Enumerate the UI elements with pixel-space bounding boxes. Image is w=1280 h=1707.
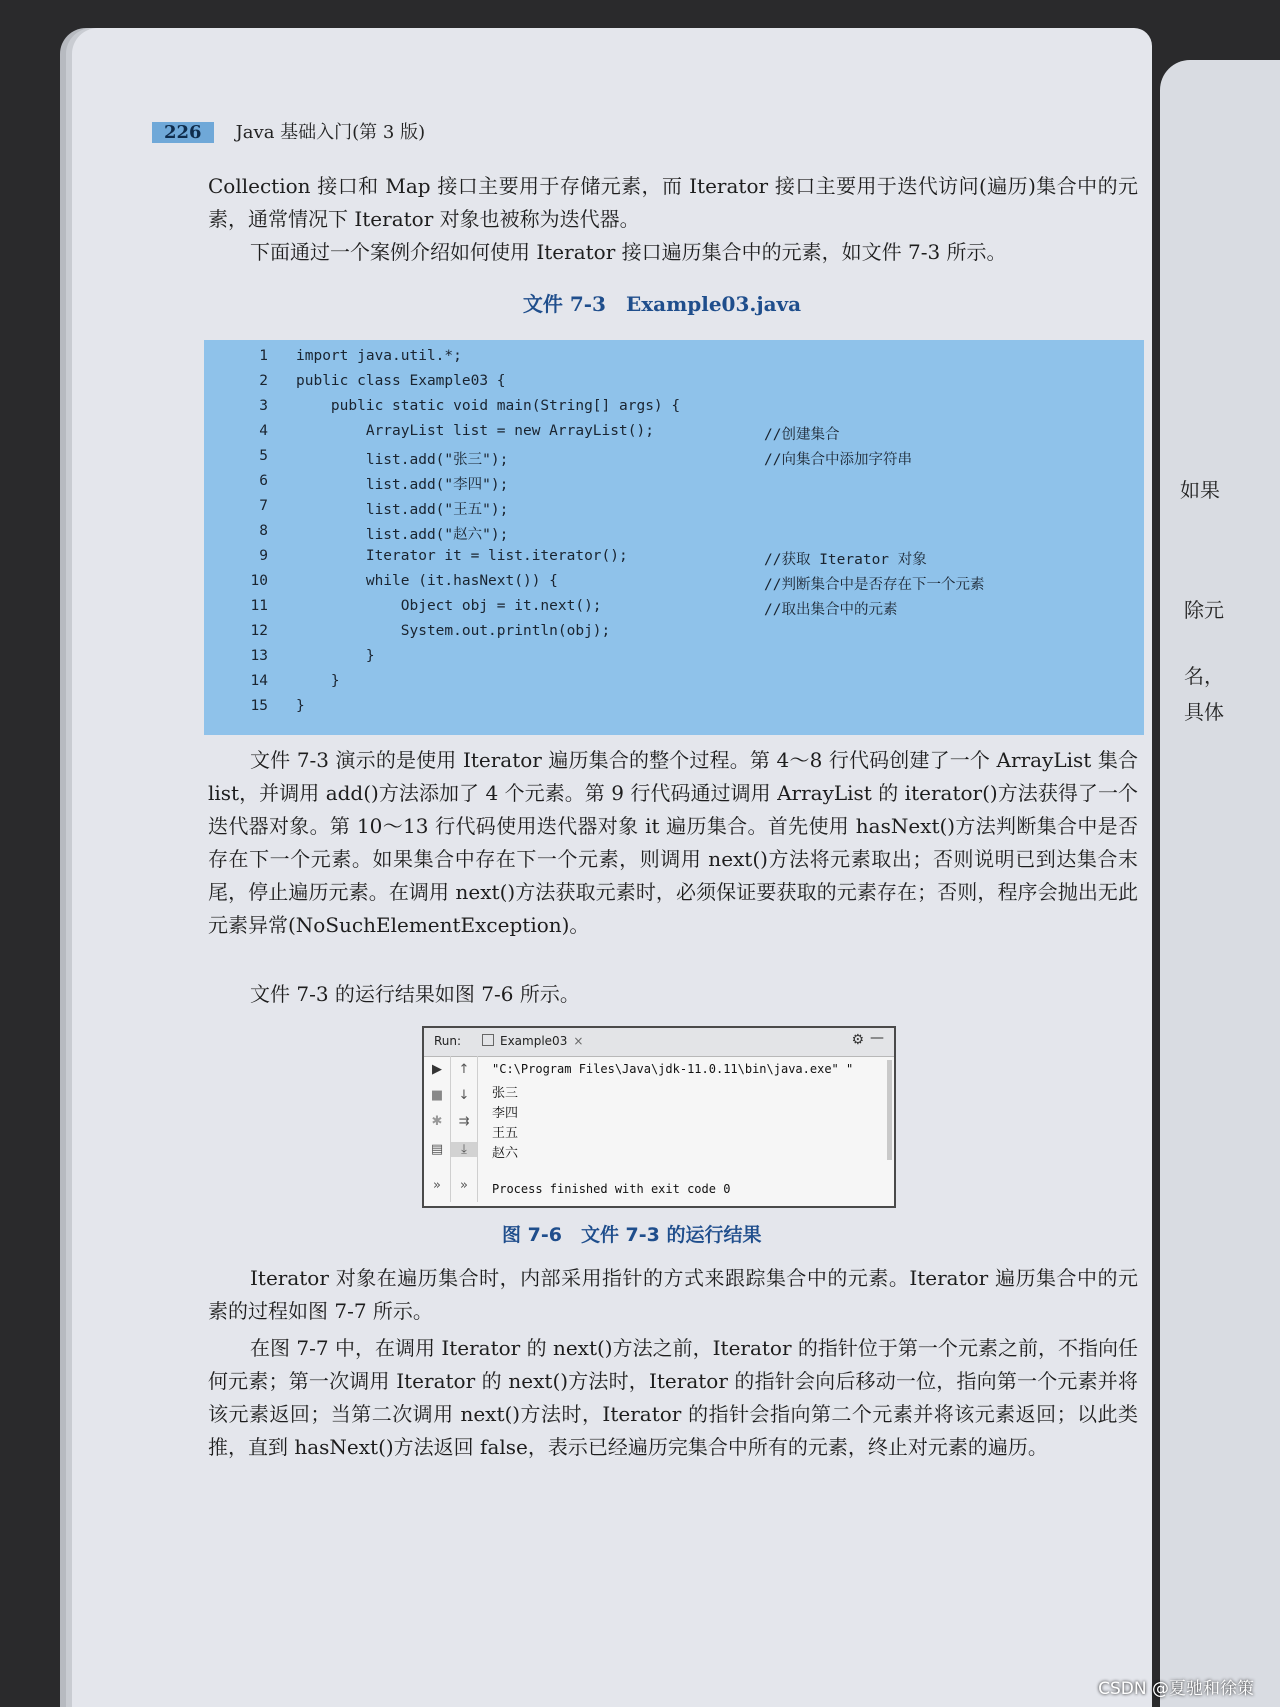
adjacent-text: 如果 xyxy=(1180,478,1220,502)
run-toolbar-left xyxy=(424,1056,451,1202)
run-tab[interactable] xyxy=(482,1034,583,1048)
intro-paragraph: Collection 接口和 Map 接口主要用于存储元素，而 Iterator 接口主要用于迭代访问(遍历)集合中的元素，通常情况下 Iterator 对象也被称为迭代器。 xyxy=(208,174,1138,231)
code-line xyxy=(204,373,1144,399)
file-icon xyxy=(482,1034,494,1046)
code-comment: //取出集合中的元素 xyxy=(764,602,898,618)
close-icon[interactable]: × xyxy=(573,1034,584,1048)
console-line: "C:\Program Files\Java\jdk-11.0.11\bin\java.exe" " xyxy=(492,1062,854,1076)
code-text: } xyxy=(296,648,375,664)
console-line: 王五 xyxy=(492,1126,519,1141)
code-line xyxy=(204,698,1144,724)
code-line xyxy=(204,473,1144,499)
minimize-icon[interactable]: — xyxy=(870,1030,884,1046)
debug-icon[interactable]: ✱ xyxy=(431,1114,443,1129)
line-number: 15 xyxy=(250,698,268,714)
more-icon[interactable]: » xyxy=(460,1178,468,1193)
code-line xyxy=(204,598,1144,624)
adjacent-text: 除元 xyxy=(1184,598,1224,622)
scrollbar[interactable] xyxy=(887,1060,892,1160)
book-title: Java 基础入门(第 3 版) xyxy=(235,122,426,143)
page-header xyxy=(152,118,425,144)
result-intro: 文件 7-3 的运行结果如图 7-6 所示。 xyxy=(250,982,580,1006)
code-line xyxy=(204,673,1144,699)
code-line xyxy=(204,623,1144,649)
code-line xyxy=(204,348,1144,374)
console-line: 李四 xyxy=(492,1106,519,1121)
code-text: System.out.println(obj); xyxy=(296,623,611,639)
code-text: } xyxy=(296,673,340,689)
watermark: CSDN @夏驰和徐策 xyxy=(1098,1679,1254,1699)
soft-wrap-icon[interactable]: ⇉ xyxy=(458,1114,470,1129)
code-text: } xyxy=(296,698,305,714)
file-caption: 文件 7-3 Example03.java xyxy=(522,292,802,316)
code-text: list.add("张三"); xyxy=(296,452,509,468)
code-line xyxy=(204,448,1144,474)
figure-caption: 图 7-6 文件 7-3 的运行结果 xyxy=(502,1224,762,1246)
line-number: 11 xyxy=(250,598,268,614)
code-text: Iterator it = list.iterator(); xyxy=(296,548,628,564)
closing-paragraph: Iterator 对象在遍历集合时，内部采用指针的方式来跟踪集合中的元素。Iterator 遍历集合中的元素的过程如图 7-7 所示。 xyxy=(208,1266,1138,1323)
line-number: 13 xyxy=(250,648,268,664)
code-line xyxy=(204,398,1144,424)
code-line xyxy=(204,648,1144,674)
line-number: 6 xyxy=(259,473,268,489)
code-text: list.add("李四"); xyxy=(296,477,509,493)
code-comment: //创建集合 xyxy=(764,427,840,443)
intro-paragraph-2: 下面通过一个案例介绍如何使用 Iterator 接口遍历集合中的元素，如文件 7-3 所示。 xyxy=(250,240,1007,264)
run-label: Run: xyxy=(434,1034,462,1048)
run-tab-label: Example03 xyxy=(500,1034,568,1048)
code-comment: //向集合中添加字符串 xyxy=(764,452,912,468)
line-number: 2 xyxy=(259,373,268,389)
code-text: Object obj = it.next(); xyxy=(296,598,602,614)
stop-icon[interactable]: ■ xyxy=(430,1088,444,1103)
console-line: 张三 xyxy=(492,1086,519,1101)
gear-icon[interactable]: ⚙ xyxy=(851,1032,864,1048)
scroll-to-end-icon[interactable]: ⤓ xyxy=(451,1142,477,1157)
line-number: 4 xyxy=(259,423,268,439)
code-listing xyxy=(204,340,1144,735)
book-page xyxy=(72,28,1152,1707)
code-line xyxy=(204,423,1144,449)
line-number: 10 xyxy=(250,573,268,589)
run-window-header xyxy=(424,1028,894,1057)
line-number: 12 xyxy=(250,623,268,639)
closing-paragraph-2: 在图 7-7 中，在调用 Iterator 的 next()方法之前，Iterator 的指针位于第一个元素之前，不指向任何元素；第一次调用 Iterator 的 next()方法时，Iterator 的指针会向后移动一位，指向第一个元素并将该元素返回；当第二次调用 next()方法时，Iterator 的指针会指向第二个元素并将该元素返回；以此类推，直到 hasNext()方法返回 false，表示已经遍历完集合中所有的元素，终止对元素的遍历。 xyxy=(208,1336,1138,1459)
line-number: 3 xyxy=(259,398,268,414)
page-number: 226 xyxy=(152,122,214,143)
adjacent-text: 名， xyxy=(1184,664,1224,688)
explanation-paragraph: 文件 7-3 演示的是使用 Iterator 遍历集合的整个过程。第 4～8 行代码创建了一个 ArrayList 集合 list，并调用 add()方法添加了 4 个元素。第 9 行代码通过调用 ArrayList 的 iterator()方法获得了一个迭代器对象。第 10～13 行代码使用迭代器对象 it 遍历集合。首先使用 hasNext()方法判断集合中是否存在下一个元素。如果集合中存在下一个元素，则调用 next()方法将元素取出；否则说明已到达集合末尾，停止遍历元素。在调用 next()方法获取元素时，必须保证要获取的元素存在；否则，程序会抛出无此元素异常(NoSuchElementException)。 xyxy=(208,748,1138,937)
code-text: import java.util.*; xyxy=(296,348,462,364)
code-comment: //判断集合中是否存在下一个元素 xyxy=(764,577,985,593)
code-line xyxy=(204,548,1144,574)
code-text: ArrayList list = new ArrayList(); xyxy=(296,423,654,439)
run-toolbar-right xyxy=(451,1056,478,1202)
console-line: Process finished with exit code 0 xyxy=(492,1182,731,1196)
code-text: while (it.hasNext()) { xyxy=(296,573,558,589)
code-line xyxy=(204,523,1144,549)
arrow-up-icon[interactable]: ↑ xyxy=(458,1062,470,1077)
rerun-icon[interactable]: ▶ xyxy=(432,1062,442,1077)
line-number: 8 xyxy=(259,523,268,539)
line-number: 9 xyxy=(259,548,268,564)
code-comment: //获取 Iterator 对象 xyxy=(764,552,927,568)
line-number: 5 xyxy=(259,448,268,464)
run-output-window xyxy=(422,1026,896,1208)
code-line xyxy=(204,573,1144,599)
code-line xyxy=(204,498,1144,524)
line-number: 14 xyxy=(250,673,268,689)
layout-icon[interactable]: ▤ xyxy=(430,1142,444,1157)
more-icon[interactable]: » xyxy=(433,1178,441,1193)
code-text: public static void main(String[] args) { xyxy=(296,398,681,414)
code-text: list.add("赵六"); xyxy=(296,527,509,543)
code-text: public class Example03 { xyxy=(296,373,506,389)
line-number: 1 xyxy=(259,348,268,364)
line-number: 7 xyxy=(259,498,268,514)
arrow-down-icon[interactable]: ↓ xyxy=(458,1088,470,1103)
console-line: 赵六 xyxy=(492,1146,519,1161)
code-text: list.add("王五"); xyxy=(296,502,509,518)
adjacent-text: 具体 xyxy=(1184,700,1224,724)
